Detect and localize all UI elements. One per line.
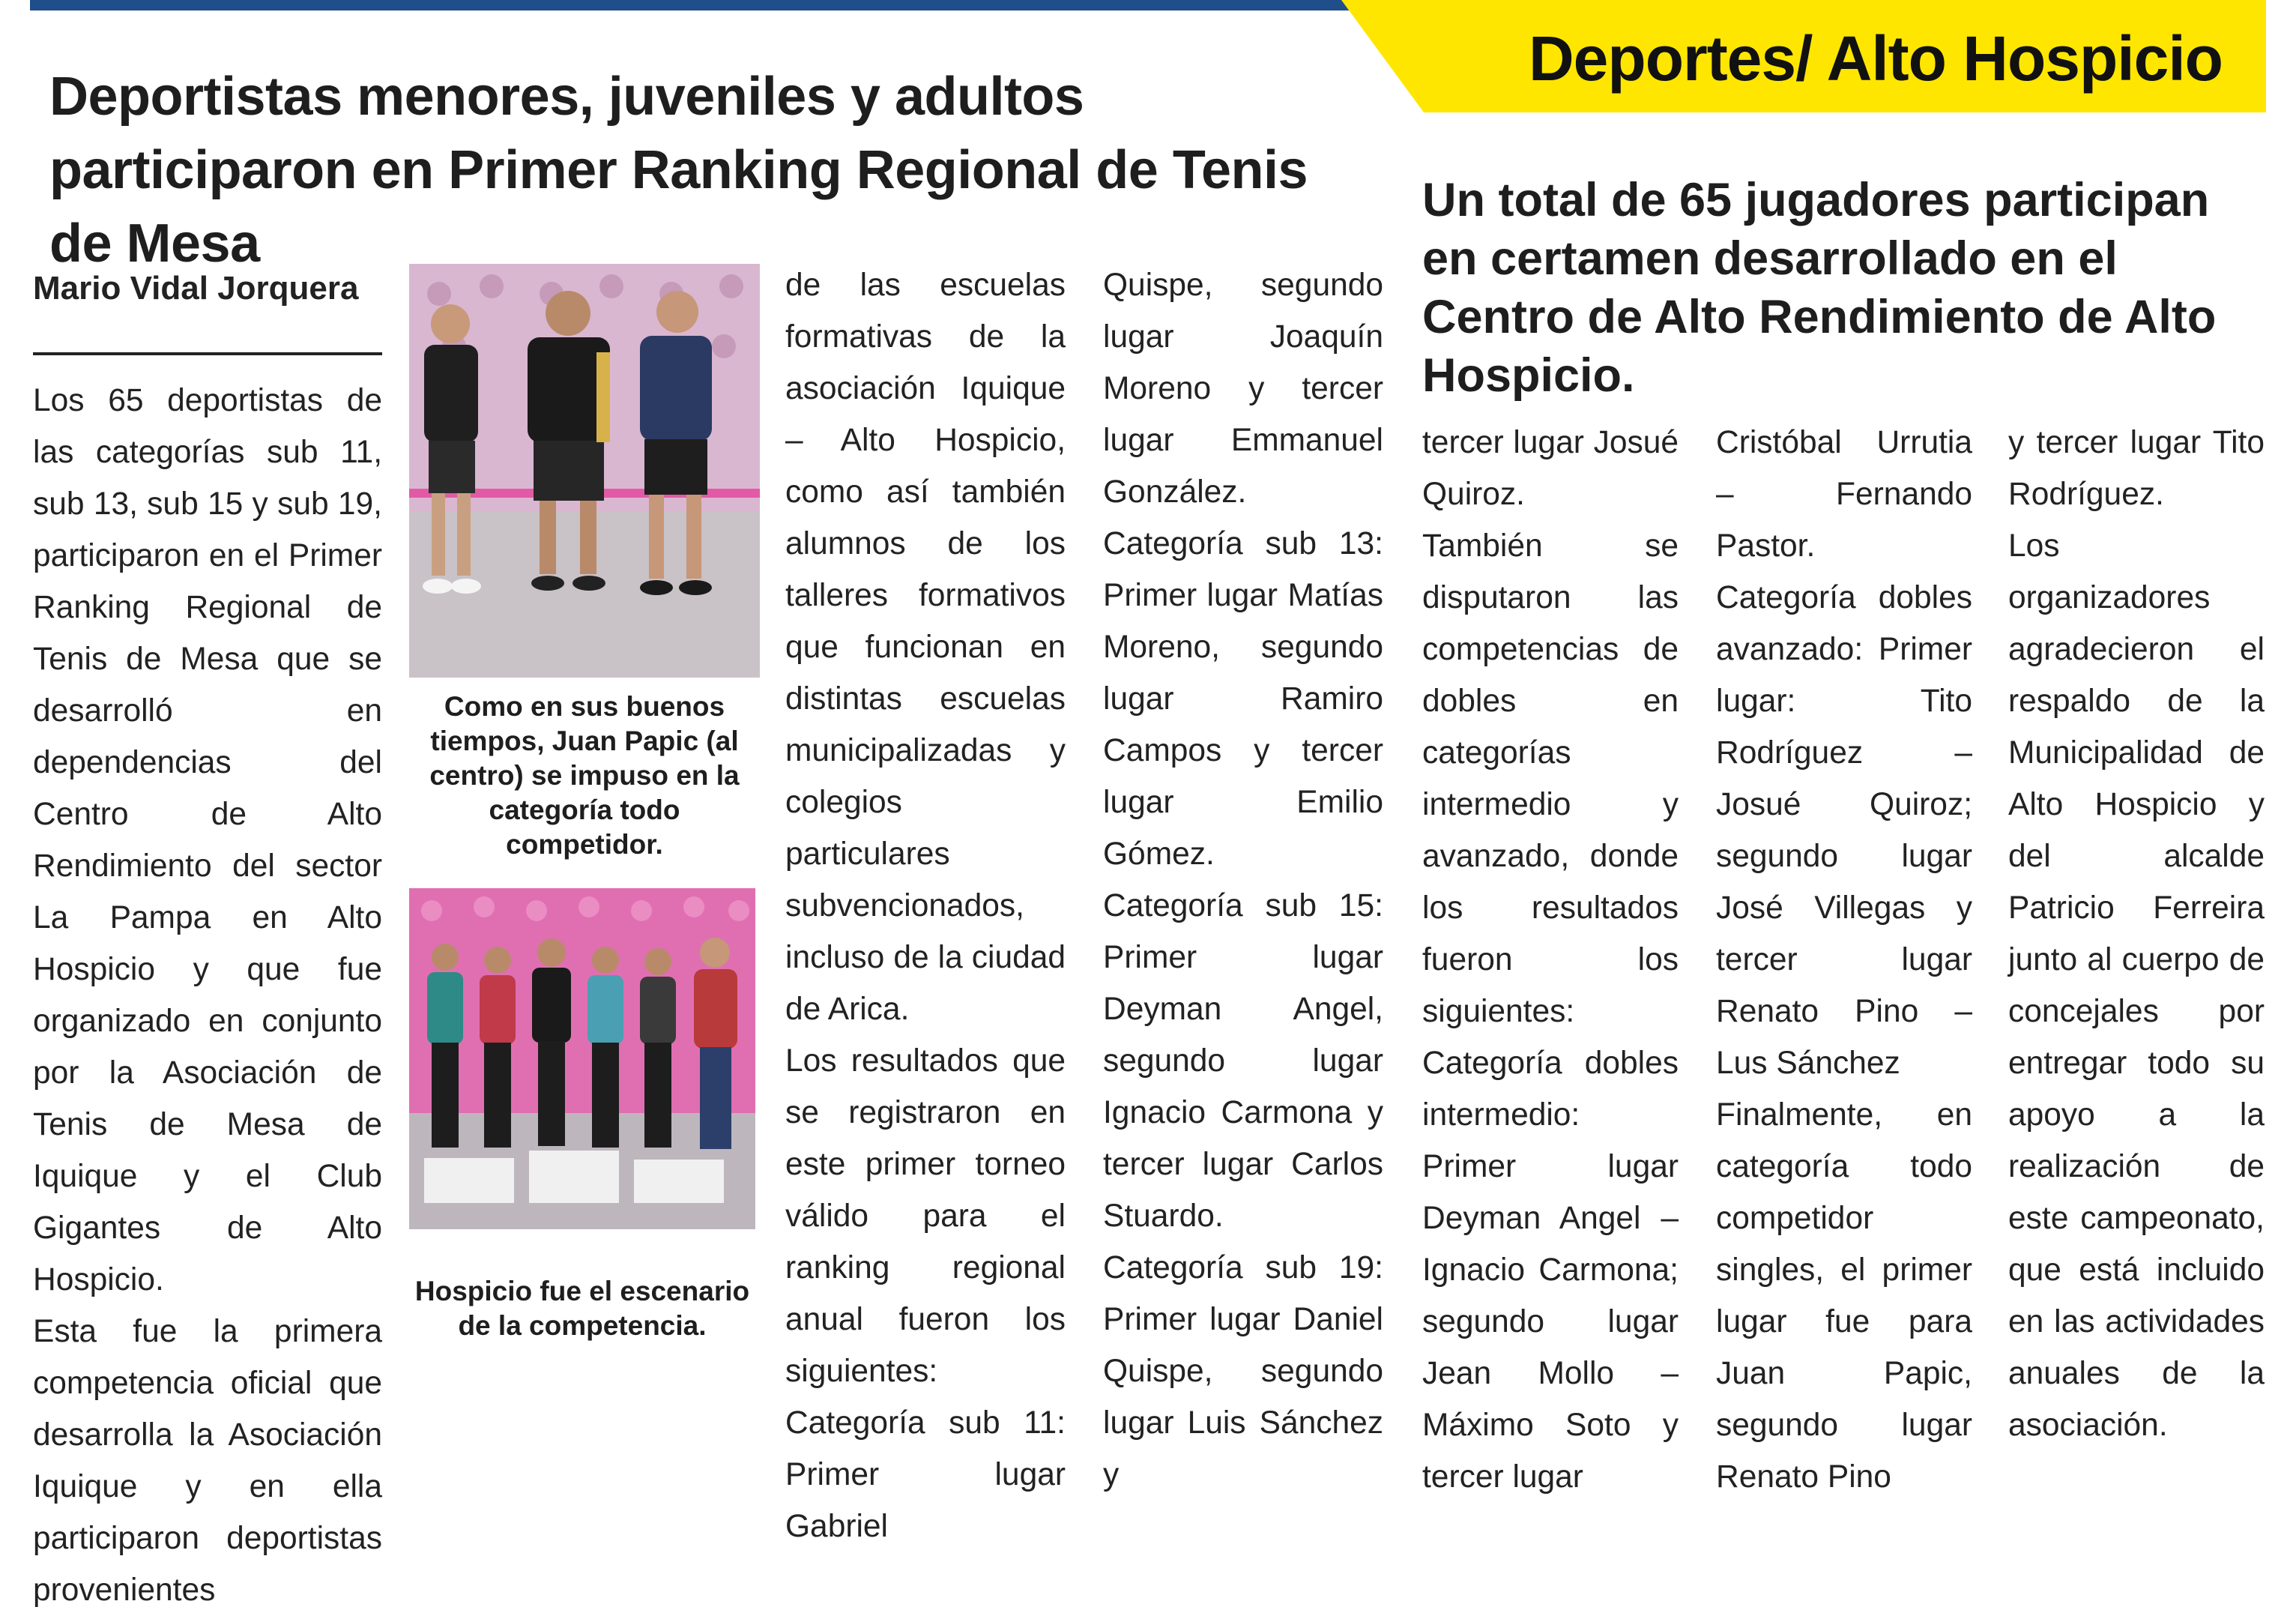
article-column-3 bbox=[1103, 259, 1383, 1492]
paragraph: de las escuelas formativas de la asociación Iquique – Alto Hospicio, como así también alumnos de los talleres formativos que funcionan en distintas escuelas municipalizadas y colegios particulares subvencionados, incluso de la ciudad de Arica. bbox=[785, 268, 1066, 1027]
headline: Deportistas menores, juveniles y adultos participaron en Primer Ranking Regional de Tenis de Mesa bbox=[49, 67, 1308, 274]
paragraph: Finalmente, en categoría todo competidor singles, el primer lugar fue para Juan Papic, segundo lugar Renato Pino bbox=[1716, 1097, 1972, 1495]
article-column-4 bbox=[1422, 417, 1679, 1495]
paragraph: Categoría sub 13: Primer lugar Matías Moreno, segundo lugar Ramiro Campos y tercer lugar Emilio Gómez. bbox=[1103, 526, 1383, 872]
paragraph: Cristóbal Urrutia – Fernando Pastor. bbox=[1716, 425, 1972, 564]
paragraph: Categoría dobles intermedio: Primer lugar Deyman Angel – Ignacio Carmona; segundo lugar Jean Mollo – Máximo Soto y tercer lugar bbox=[1422, 1046, 1679, 1495]
subheadline: Un total de 65 jugadores participan en certamen desarrollado en el Centro de Alto Rendimiento de Alto Hospicio. bbox=[1422, 174, 2217, 402]
byline-rule bbox=[33, 352, 382, 355]
article-column-2 bbox=[785, 259, 1066, 1544]
article-column-6 bbox=[2008, 417, 2265, 1443]
top-rule bbox=[30, 0, 1379, 10]
byline: Mario Vidal Jorquera bbox=[33, 270, 359, 307]
article-column-5 bbox=[1716, 417, 1972, 1495]
paragraph: tercer lugar Josué Quiroz. bbox=[1422, 425, 1679, 512]
paragraph: y tercer lugar Tito Rodríguez. bbox=[2008, 425, 2265, 512]
paragraph: Los resultados que se registraron en este primer torneo válido para el ranking regional anual fueron los siguientes: bbox=[785, 1043, 1066, 1389]
paragraph: Los organizadores agradecieron el respaldo de la Municipalidad de Alto Hospicio y del alcalde Patricio Ferreira junto al cuerpo de concejales por entregar todo su apoyo a la realización de este campeonato, que está incluido en las actividades anuales de la asociación. bbox=[2008, 528, 2265, 1443]
paragraph: Categoría sub 19: Primer lugar Daniel Quispe, segundo lugar Luis Sánchez y bbox=[1103, 1250, 1383, 1492]
paragraph: Esta fue la primera competencia oficial que desarrolla la Asociación Iquique y en ella participaron deportistas provenientes bbox=[33, 1314, 382, 1608]
photo-caption: Hospicio fue el escenario de la competencia. bbox=[414, 1276, 750, 1341]
podium-photo-illustration bbox=[409, 264, 760, 678]
group-photo-illustration bbox=[409, 888, 755, 1229]
article-column-1 bbox=[33, 375, 382, 1608]
photo-caption: Como en sus buenos tiempos, Juan Papic (al centro) se impuso en la categoría todo competidor. bbox=[429, 691, 740, 860]
paragraph: También se disputaron las competencias de dobles en categorías intermedio y avanzado, donde los resultados fueron los siguientes: bbox=[1422, 528, 1679, 1029]
photo-group-competition bbox=[409, 888, 755, 1229]
paragraph: Categoría dobles avanzado: Primer lugar: Tito Rodríguez – Josué Quiroz; segundo lugar José Villegas y tercer lugar Renato Pino – Lus Sánchez bbox=[1716, 580, 1972, 1081]
paragraph: Quispe, segundo lugar Joaquín Moreno y tercer lugar Emmanuel González. bbox=[1103, 268, 1383, 510]
paragraph: Categoría sub 11: Primer lugar Gabriel bbox=[785, 1405, 1066, 1544]
photo-podium-winners bbox=[409, 264, 760, 678]
section-title: Deportes/ Alto Hospicio bbox=[1529, 23, 2223, 94]
paragraph: Los 65 deportistas de las categorías sub 11, sub 13, sub 15 y sub 19, participaron en el Primer Ranking Regional de Tenis de Mesa que se desarrolló en dependencias del Centro de Alto Rendimiento del sector La Pampa en Alto Hospicio y que fue organizado en conjunto por la Asociación de Tenis de Mesa de Iquique y el Club Gigantes de Alto Hospicio. bbox=[33, 383, 382, 1297]
paragraph: Categoría sub 15: Primer lugar Deyman Angel, segundo lugar Ignacio Carmona y tercer lugar Carlos Stuardo. bbox=[1103, 888, 1383, 1234]
